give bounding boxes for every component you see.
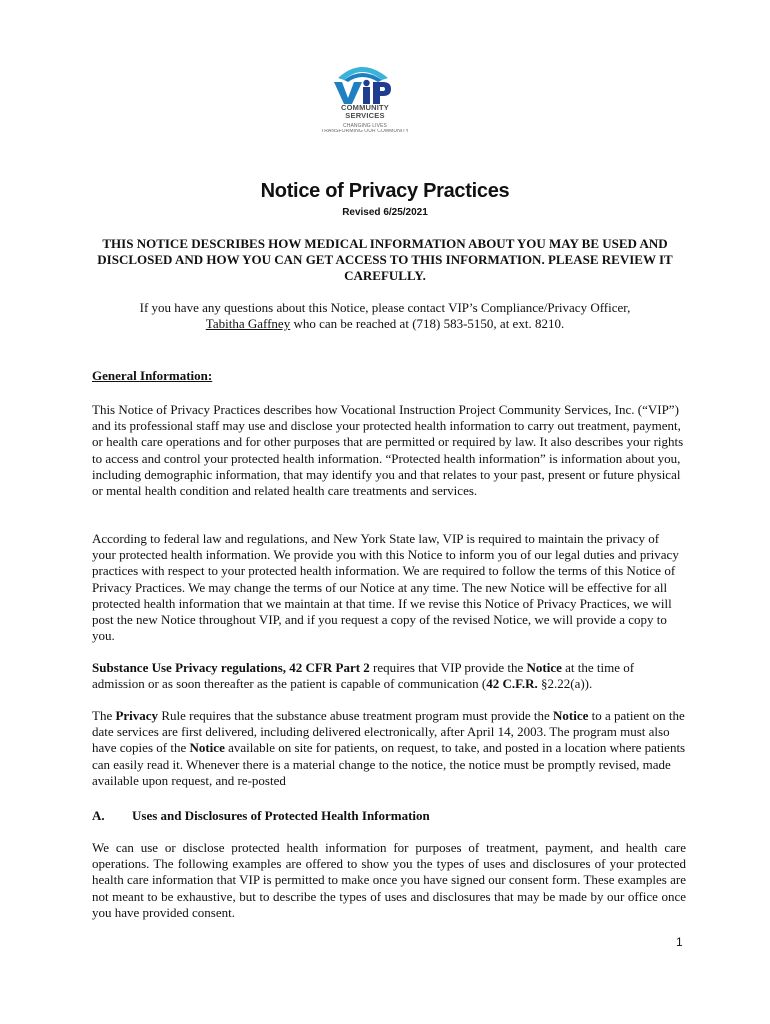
contact-paragraph — [88, 300, 682, 332]
privacy-rule-paragraph — [92, 708, 686, 789]
p3-text-3: §2.22(a)). — [537, 676, 593, 692]
contact-text-before: If you have any questions about this Notice, please contact VIP’s Compliance/Privacy Officer, — [139, 300, 631, 315]
revised-date: Revised 6/25/2021 — [342, 207, 428, 218]
general-info-paragraph-2: According to federal law and regulations, and New York State law, VIP is required to maintain the privacy of your protected health information. We provide you with this Notice to inform you of our legal duties and privacy practices with respect to your protected health information. We are required to follow the terms of this Notice of Privacy Practices. We may change the terms of our Notice at any time. The new Notice will be effective for all protected health information that we maintain at that time. If we revise this Notice of Privacy Practices, we will post the new Notice throughout VIP, and if you request a copy of the revised Notice, we will provide a copy to you. — [92, 531, 679, 644]
general-info-paragraph-1: This Notice of Privacy Practices describes how Vocational Instruction Project Community Services, Inc. (“VIP”) and its professional staff may use and disclose your protected health information to carry out treatment, payment, or health care operations and for other purposes that are permitted or required by law. It also describes your rights to access and control your protected health information. “Protected health information” is information about you, including demographic information, that may identify you and that relates to your past, present or future physical or mental health condition and related health care treatments and services. — [92, 402, 684, 499]
vip-logo — [300, 58, 420, 138]
substance-use-paragraph — [92, 660, 686, 692]
p4-text-3: available on site for patients, on request, to take, and posted in a location where patients can easily read it. Whenever there is a material change to the notice, the notice must be promptly revised, made available upon request, and re-posted — [92, 740, 686, 788]
p4-text-1: Rule requires that the substance abuse treatment program must provide the — [158, 708, 554, 723]
p4-privacy-bold: Privacy — [115, 708, 159, 723]
general-information-heading: General Information: — [92, 368, 213, 383]
privacy-officer-name: Tabitha Gaffney — [205, 316, 291, 331]
p4-text-2: to a patient on the date services are first delivered, including delivered electronically, after April 14, 2003. The program must also have copies of the — [92, 708, 685, 756]
logo-org-line1: COMMUNITY — [340, 103, 390, 112]
logo-org-line2: SERVICES — [345, 111, 385, 120]
p3-notice-bold: Notice — [526, 660, 562, 675]
p4-notice-bold-2: Notice — [189, 740, 225, 756]
logo-tagline1: CHANGING LIVES — [343, 123, 387, 129]
document-title: Notice of Privacy Practices — [260, 180, 510, 202]
vip-logo-mark-icon — [332, 60, 392, 104]
section-a-title: Uses and Disclosures of Protected Health Information — [132, 808, 430, 823]
p4-text-0: The — [92, 708, 116, 723]
logo-tagline2: TRANSFORMING OUR COMMUNITY — [321, 129, 409, 132]
regulation-name: Substance Use Privacy regulations, 42 CFR Part 2 — [92, 660, 370, 675]
notice-heading: THIS NOTICE DESCRIBES HOW MEDICAL INFORMATION ABOUT YOU MAY BE USED AND DISCLOSED AND HOW YOU CAN GET ACCESS TO THIS INFORMATION. PLEASE REVIEW IT CAREFULLY. — [97, 236, 673, 283]
uses-disclosures-paragraph: We can use or disclose protected health information for purposes of treatment, payment, and health care operations. The following examples are offered to show you the types of uses and disclosures of your protected health care information that VIP is permitted to make once you have signed our consent form. These examples are not meant to be exhaustive, but to describe the types of uses and disclosures that may be made by our office once you have provided consent. — [92, 840, 686, 920]
p3-text-2: at the time of admission or as soon thereafter as the patient is capable of communication ( — [92, 660, 635, 692]
p3-cfr-bold: 42 C.F.R. — [486, 676, 538, 692]
p3-text-1: requires that VIP provide the — [369, 660, 527, 675]
page-number: 1 — [676, 935, 683, 949]
section-a-heading — [92, 808, 430, 824]
section-a-letter: A. — [92, 808, 105, 823]
p4-notice-bold-1: Notice — [553, 708, 589, 723]
contact-text-after: who can be reached at (718) 583-5150, at ext. 8210. — [290, 316, 565, 331]
